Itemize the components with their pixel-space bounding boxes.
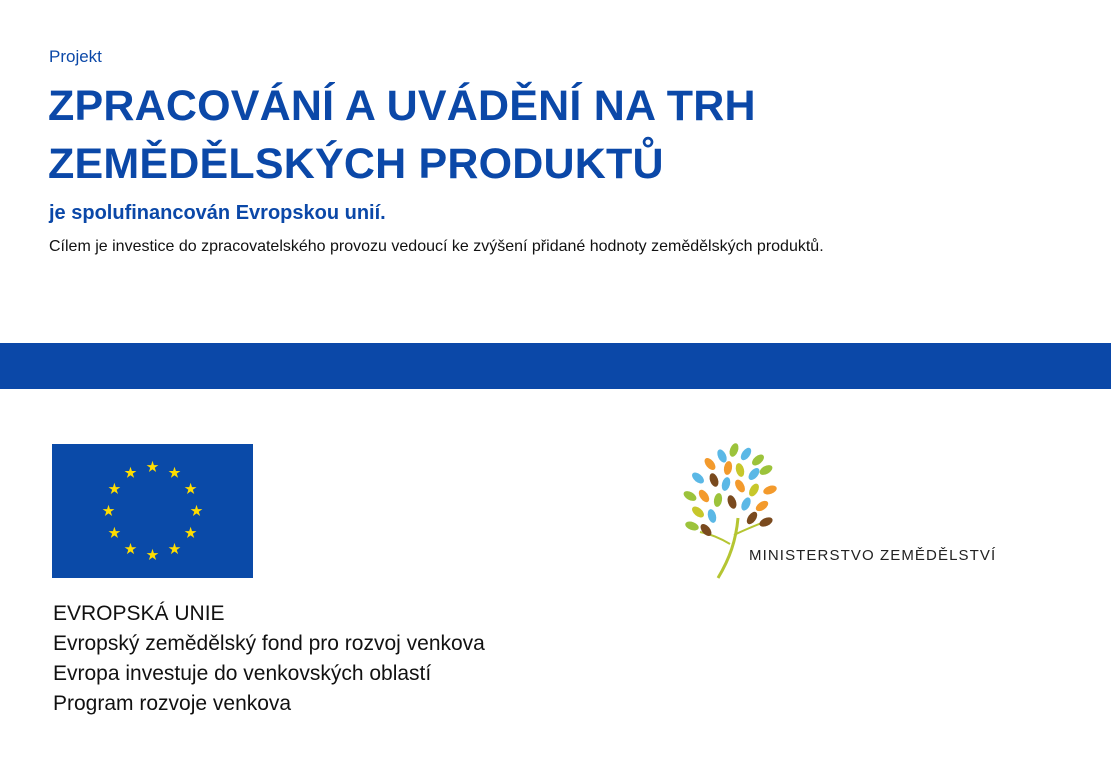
- cofinanced-statement: je spolufinancován Evropskou unií.: [49, 202, 386, 224]
- ministry-name: MINISTERSTVO ZEMĚDĚLSTVÍ: [749, 547, 997, 564]
- eu-star-icon: [185, 483, 197, 494]
- eu-star-icon: [169, 467, 181, 478]
- ministry-logo: [678, 440, 998, 585]
- eu-line-fund: Evropský zemědělský fond pro rozvoj venkova: [53, 632, 485, 655]
- eu-star-icon: [169, 543, 181, 554]
- eu-star-icon: [191, 505, 203, 516]
- project-title: [48, 77, 756, 193]
- eu-star-icon: [109, 483, 121, 494]
- project-intro: Projekt: [49, 47, 102, 66]
- project-goal: Cílem je investice do zpracovatelského provozu vedoucí ke zvýšení přidané hodnoty zemědělských produktů.: [49, 238, 824, 255]
- eu-star-icon: [125, 543, 137, 554]
- eu-line-program: Program rozvoje venkova: [53, 692, 292, 715]
- project-title-line-2: ZEMĚDĚLSKÝCH PRODUKTŮ: [48, 140, 664, 188]
- eu-line-union: EVROPSKÁ UNIE: [53, 602, 225, 625]
- eu-text-block: [53, 599, 485, 719]
- project-title-line-1: ZPRACOVÁNÍ A UVÁDĚNÍ NA TRH: [48, 82, 756, 130]
- eu-star-icon: [185, 527, 197, 538]
- blue-divider-band: [0, 343, 1111, 389]
- eu-star-icon: [147, 461, 159, 472]
- eu-star-icon: [125, 467, 137, 478]
- eu-star-icon: [109, 527, 121, 538]
- eu-star-icon: [103, 505, 115, 516]
- eu-stars: [52, 444, 253, 578]
- eu-star-icon: [147, 549, 159, 560]
- eu-line-invests: Evropa investuje do venkovských oblastí: [53, 662, 432, 685]
- eu-flag-icon: [52, 444, 253, 578]
